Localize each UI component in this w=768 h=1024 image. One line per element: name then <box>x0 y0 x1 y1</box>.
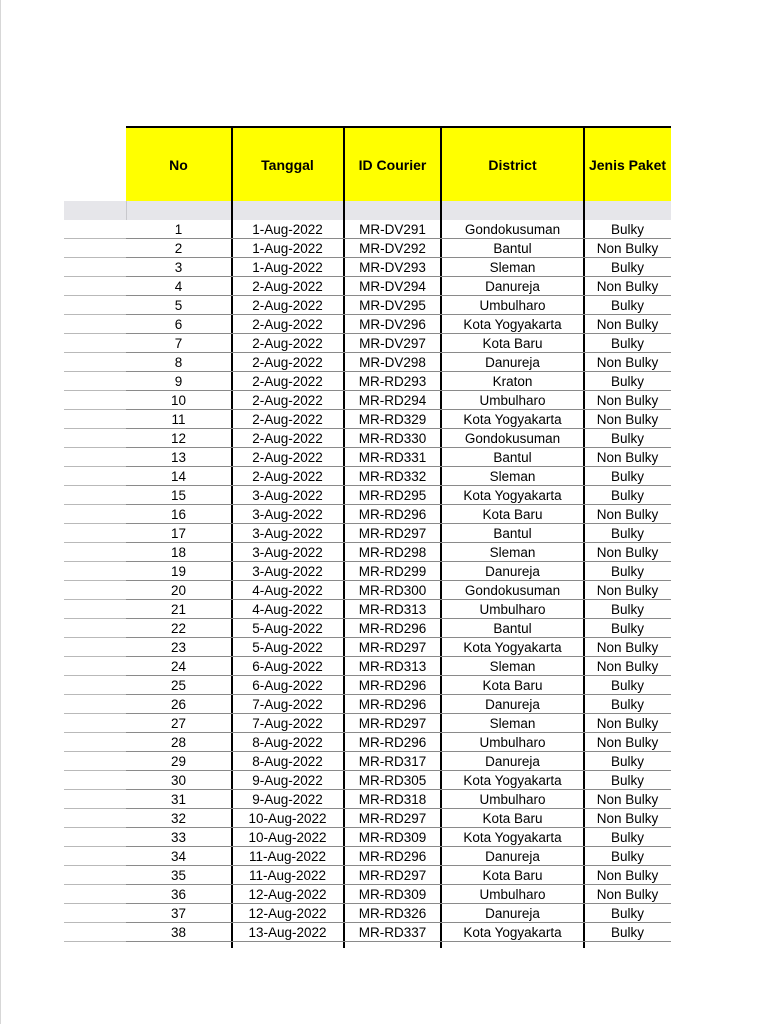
header-district: District <box>488 156 537 173</box>
row-no: 30 <box>170 773 187 788</box>
row-no: 33 <box>170 830 187 845</box>
row-district: Sleman <box>489 260 536 275</box>
row-no: 6 <box>174 317 183 332</box>
row-no: 25 <box>170 678 187 693</box>
row-jenis-paket: Non Bulky <box>596 640 659 655</box>
row-jenis-paket: Bulky <box>610 431 644 446</box>
table-row <box>126 885 671 904</box>
table-row <box>126 562 671 581</box>
table-row <box>126 581 671 600</box>
table-row <box>126 847 671 866</box>
row-gutter-line <box>64 808 126 809</box>
table-header <box>126 126 671 201</box>
row-id-courier: MR-RD313 <box>358 659 427 674</box>
row-no: 23 <box>170 640 187 655</box>
row-jenis-paket: Bulky <box>610 621 644 636</box>
row-tanggal: 7-Aug-2022 <box>252 716 323 731</box>
row-gutter-line <box>64 485 126 486</box>
row-district: Kota Yogyakarta <box>463 640 562 655</box>
table-row <box>126 695 671 714</box>
row-gutter-line <box>64 333 126 334</box>
row-gutter-line <box>64 314 126 315</box>
row-district: Danureja <box>485 697 540 712</box>
row-jenis-paket: Non Bulky <box>596 241 659 256</box>
row-no: 22 <box>170 621 187 636</box>
table-row <box>126 258 671 277</box>
row-district: Kota Yogyakarta <box>463 773 562 788</box>
row-district: Kota Yogyakarta <box>463 412 562 427</box>
row-tanggal: 8-Aug-2022 <box>252 754 323 769</box>
row-id-courier: MR-DV291 <box>359 222 426 237</box>
row-jenis-paket: Non Bulky <box>596 412 659 427</box>
row-jenis-paket: Non Bulky <box>596 317 659 332</box>
row-tanggal: 11-Aug-2022 <box>248 868 327 883</box>
table-row <box>126 334 671 353</box>
row-jenis-paket: Non Bulky <box>596 393 659 408</box>
table-row <box>126 277 671 296</box>
row-no: 2 <box>174 241 183 256</box>
row-no: 5 <box>174 298 183 313</box>
row-gutter-line <box>64 618 126 619</box>
row-jenis-paket: Bulky <box>610 773 644 788</box>
row-district: Sleman <box>489 545 536 560</box>
row-tanggal: 2-Aug-2022 <box>252 355 323 370</box>
row-gutter-line <box>64 694 126 695</box>
row-tanggal: 13-Aug-2022 <box>248 925 327 940</box>
row-tanggal: 2-Aug-2022 <box>252 374 323 389</box>
row-district: Kota Baru <box>482 336 543 351</box>
row-tanggal: 2-Aug-2022 <box>252 298 323 313</box>
row-id-courier: MR-RD337 <box>358 925 427 940</box>
row-id-courier: MR-DV296 <box>359 317 426 332</box>
row-id-courier: MR-RD294 <box>358 393 427 408</box>
row-gutter-line <box>64 352 126 353</box>
table-row <box>126 486 671 505</box>
row-gutter-line <box>64 846 126 847</box>
table-row <box>126 771 671 790</box>
row-jenis-paket: Bulky <box>610 849 644 864</box>
row-gutter-line <box>64 732 126 733</box>
row-district: Kota Baru <box>482 811 543 826</box>
row-gutter-line <box>64 675 126 676</box>
row-tanggal: 2-Aug-2022 <box>252 393 323 408</box>
row-id-courier: MR-RD299 <box>358 564 427 579</box>
table-row <box>126 657 671 676</box>
header-jenis-paket: Jenis Paket <box>588 156 667 173</box>
row-no: 9 <box>174 374 183 389</box>
row-jenis-paket: Bulky <box>610 488 644 503</box>
table-row <box>126 410 671 429</box>
row-jenis-paket: Non Bulky <box>596 583 659 598</box>
row-tanggal: 1-Aug-2022 <box>252 260 323 275</box>
row-tanggal: 1-Aug-2022 <box>252 222 323 237</box>
row-tanggal: 8-Aug-2022 <box>252 735 323 750</box>
table-row <box>126 923 671 942</box>
row-jenis-paket: Non Bulky <box>596 355 659 370</box>
table-row <box>126 372 671 391</box>
row-district: Danureja <box>485 754 540 769</box>
row-id-courier: MR-RD317 <box>358 754 427 769</box>
row-gutter-line <box>64 390 126 391</box>
row-id-courier: MR-RD296 <box>358 697 427 712</box>
row-no: 21 <box>170 602 187 617</box>
row-jenis-paket: Bulky <box>610 526 644 541</box>
header-tanggal: Tanggal <box>261 156 314 173</box>
row-district: Kota Yogyakarta <box>463 925 562 940</box>
row-id-courier: MR-RD297 <box>358 716 427 731</box>
table-row <box>126 733 671 752</box>
row-id-courier: MR-RD296 <box>358 678 427 693</box>
blank-gray-row <box>64 201 671 220</box>
table-row <box>126 315 671 334</box>
row-jenis-paket: Non Bulky <box>596 792 659 807</box>
row-tanggal: 10-Aug-2022 <box>248 830 327 845</box>
row-jenis-paket: Bulky <box>610 564 644 579</box>
row-district: Umbulharo <box>479 792 546 807</box>
table-row <box>126 676 671 695</box>
row-district: Kota Baru <box>482 868 543 883</box>
row-id-courier: MR-DV297 <box>359 336 426 351</box>
table-row <box>126 429 671 448</box>
row-gutter-line <box>64 276 126 277</box>
row-district: Sleman <box>489 659 536 674</box>
table-row <box>126 543 671 562</box>
row-jenis-paket: Non Bulky <box>596 279 659 294</box>
row-no: 35 <box>170 868 187 883</box>
row-no: 31 <box>170 792 187 807</box>
row-tanggal: 3-Aug-2022 <box>252 507 323 522</box>
row-jenis-paket: Bulky <box>610 925 644 940</box>
row-district: Gondokusuman <box>464 583 561 598</box>
row-district: Danureja <box>485 279 540 294</box>
row-district: Umbulharo <box>479 298 546 313</box>
table-row <box>126 220 671 239</box>
row-no: 20 <box>170 583 187 598</box>
row-id-courier: MR-DV295 <box>359 298 426 313</box>
row-tanggal: 3-Aug-2022 <box>252 545 323 560</box>
row-gutter-line <box>64 257 126 258</box>
row-district: Kota Yogyakarta <box>463 488 562 503</box>
row-tanggal: 4-Aug-2022 <box>252 602 323 617</box>
row-tanggal: 3-Aug-2022 <box>252 526 323 541</box>
row-jenis-paket: Non Bulky <box>596 735 659 750</box>
row-tanggal: 3-Aug-2022 <box>252 564 323 579</box>
row-district: Umbulharo <box>479 393 546 408</box>
row-district: Bantul <box>493 621 532 636</box>
table-row <box>126 752 671 771</box>
row-id-courier: MR-RD305 <box>358 773 427 788</box>
table-row <box>126 353 671 372</box>
row-id-courier: MR-RD331 <box>358 450 427 465</box>
row-id-courier: MR-RD296 <box>358 735 427 750</box>
row-tanggal: 12-Aug-2022 <box>248 906 327 921</box>
row-gutter-line <box>64 580 126 581</box>
row-jenis-paket: Bulky <box>610 222 644 237</box>
row-district: Kota Baru <box>482 678 543 693</box>
table-row <box>126 809 671 828</box>
row-gutter-line <box>64 542 126 543</box>
row-tanggal: 5-Aug-2022 <box>252 640 323 655</box>
row-no: 32 <box>170 811 187 826</box>
row-jenis-paket: Bulky <box>610 697 644 712</box>
row-gutter-line <box>64 865 126 866</box>
row-tanggal: 6-Aug-2022 <box>252 678 323 693</box>
row-tanggal: 11-Aug-2022 <box>248 849 327 864</box>
row-no: 8 <box>174 355 183 370</box>
row-tanggal: 2-Aug-2022 <box>252 450 323 465</box>
row-gutter-line <box>64 751 126 752</box>
row-gutter-line <box>64 371 126 372</box>
row-tanggal: 2-Aug-2022 <box>252 412 323 427</box>
row-no: 19 <box>170 564 187 579</box>
row-district: Umbulharo <box>479 887 546 902</box>
row-district: Sleman <box>489 716 536 731</box>
row-district: Umbulharo <box>479 602 546 617</box>
row-no: 17 <box>170 526 187 541</box>
row-jenis-paket: Bulky <box>610 906 644 921</box>
row-district: Gondokusuman <box>464 222 561 237</box>
row-district: Sleman <box>489 469 536 484</box>
row-jenis-paket: Bulky <box>610 336 644 351</box>
row-district: Danureja <box>485 355 540 370</box>
table-row <box>126 524 671 543</box>
row-no: 38 <box>170 925 187 940</box>
row-gutter-line <box>64 523 126 524</box>
table-row <box>126 714 671 733</box>
row-no: 15 <box>170 488 187 503</box>
row-id-courier: MR-DV293 <box>359 260 426 275</box>
row-gutter-line <box>64 295 126 296</box>
table-body <box>126 220 671 948</box>
row-no: 12 <box>170 431 187 446</box>
row-jenis-paket: Non Bulky <box>596 450 659 465</box>
row-id-courier: MR-DV292 <box>359 241 426 256</box>
row-id-courier: MR-RD309 <box>358 887 427 902</box>
row-id-courier: MR-RD297 <box>358 640 427 655</box>
row-no: 26 <box>170 697 187 712</box>
row-id-courier: MR-RD326 <box>358 906 427 921</box>
row-tanggal: 2-Aug-2022 <box>252 336 323 351</box>
row-no: 10 <box>170 393 187 408</box>
row-no: 18 <box>170 545 187 560</box>
row-no: 14 <box>170 469 187 484</box>
row-tanggal: 5-Aug-2022 <box>252 621 323 636</box>
row-district: Kota Yogyakarta <box>463 317 562 332</box>
row-no: 37 <box>170 906 187 921</box>
row-tanggal: 2-Aug-2022 <box>252 279 323 294</box>
row-id-courier: MR-RD309 <box>358 830 427 845</box>
table-row <box>126 619 671 638</box>
table-row <box>126 790 671 809</box>
row-jenis-paket: Bulky <box>610 602 644 617</box>
row-no: 28 <box>170 735 187 750</box>
row-id-courier: MR-RD296 <box>358 507 427 522</box>
row-gutter-line <box>64 599 126 600</box>
row-id-courier: MR-RD296 <box>358 621 427 636</box>
row-no: 24 <box>170 659 187 674</box>
row-gutter-line <box>64 409 126 410</box>
row-jenis-paket: Bulky <box>610 260 644 275</box>
row-gutter-line <box>64 561 126 562</box>
row-tanggal: 2-Aug-2022 <box>252 317 323 332</box>
table-row <box>126 828 671 847</box>
row-id-courier: MR-RD313 <box>358 602 427 617</box>
row-no: 4 <box>174 279 183 294</box>
row-district: Danureja <box>485 849 540 864</box>
row-district: Bantul <box>493 526 532 541</box>
row-id-courier: MR-RD297 <box>358 868 427 883</box>
row-district: Umbulharo <box>479 735 546 750</box>
row-no: 1 <box>174 222 183 237</box>
row-id-courier: MR-RD297 <box>358 526 427 541</box>
row-district: Kota Baru <box>482 507 543 522</box>
row-district: Gondokusuman <box>464 431 561 446</box>
row-gutter-line <box>64 447 126 448</box>
gray-divider <box>126 201 127 220</box>
row-no: 34 <box>170 849 187 864</box>
row-tanggal: 1-Aug-2022 <box>252 241 323 256</box>
row-gutter-line <box>64 504 126 505</box>
row-district: Kota Yogyakarta <box>463 830 562 845</box>
row-jenis-paket: Non Bulky <box>596 887 659 902</box>
table-row <box>126 296 671 315</box>
row-tanggal: 3-Aug-2022 <box>252 488 323 503</box>
row-jenis-paket: Non Bulky <box>596 659 659 674</box>
table-row <box>126 467 671 486</box>
row-no: 7 <box>174 336 183 351</box>
row-jenis-paket: Bulky <box>610 469 644 484</box>
row-district: Kraton <box>492 374 533 389</box>
row-jenis-paket: Bulky <box>610 374 644 389</box>
row-no: 13 <box>170 450 187 465</box>
row-gutter-line <box>64 903 126 904</box>
row-gutter-line <box>64 656 126 657</box>
table-row <box>126 391 671 410</box>
row-id-courier: MR-RD297 <box>358 811 427 826</box>
page-edge <box>0 0 1 1024</box>
row-gutter-line <box>64 884 126 885</box>
row-tanggal: 9-Aug-2022 <box>252 773 323 788</box>
row-jenis-paket: Bulky <box>610 754 644 769</box>
row-gutter-line <box>64 466 126 467</box>
row-jenis-paket: Non Bulky <box>596 507 659 522</box>
table-row <box>126 600 671 619</box>
row-no: 11 <box>171 412 186 427</box>
row-district: Bantul <box>493 241 532 256</box>
row-id-courier: MR-DV294 <box>359 279 426 294</box>
row-gutter-line <box>64 770 126 771</box>
row-jenis-paket: Bulky <box>610 830 644 845</box>
row-tanggal: 12-Aug-2022 <box>248 887 327 902</box>
table-row <box>126 505 671 524</box>
row-no: 27 <box>170 716 187 731</box>
header-no: No <box>169 156 188 173</box>
row-district: Bantul <box>493 450 532 465</box>
row-jenis-paket: Non Bulky <box>596 716 659 731</box>
row-jenis-paket: Non Bulky <box>596 868 659 883</box>
row-gutter-line <box>64 713 126 714</box>
row-id-courier: MR-RD329 <box>358 412 427 427</box>
table-row <box>126 866 671 885</box>
table-row <box>126 239 671 258</box>
header-id-courier: ID Courier <box>358 156 427 173</box>
row-id-courier: MR-RD318 <box>358 792 427 807</box>
row-jenis-paket: Non Bulky <box>596 811 659 826</box>
row-id-courier: MR-RD330 <box>358 431 427 446</box>
row-gutter-line <box>64 789 126 790</box>
row-district: Danureja <box>485 564 540 579</box>
table-row <box>126 904 671 923</box>
row-tanggal: 2-Aug-2022 <box>252 469 323 484</box>
row-no: 16 <box>170 507 187 522</box>
row-id-courier: MR-RD293 <box>358 374 427 389</box>
row-id-courier: MR-RD300 <box>358 583 427 598</box>
row-tanggal: 7-Aug-2022 <box>252 697 323 712</box>
row-jenis-paket: Bulky <box>610 678 644 693</box>
row-id-courier: MR-RD295 <box>358 488 427 503</box>
row-jenis-paket: Bulky <box>610 298 644 313</box>
row-gutter-line <box>64 637 126 638</box>
row-gutter-line <box>64 941 126 942</box>
row-id-courier: MR-RD332 <box>358 469 427 484</box>
row-gutter-line <box>64 428 126 429</box>
row-tanggal: 10-Aug-2022 <box>248 811 327 826</box>
table-row <box>126 448 671 467</box>
row-district: Danureja <box>485 906 540 921</box>
row-no: 3 <box>174 260 183 275</box>
row-gutter-line <box>64 922 126 923</box>
row-id-courier: MR-RD298 <box>358 545 427 560</box>
row-id-courier: MR-DV298 <box>359 355 426 370</box>
row-no: 29 <box>170 754 187 769</box>
row-id-courier: MR-RD296 <box>358 849 427 864</box>
row-jenis-paket: Non Bulky <box>596 545 659 560</box>
row-tanggal: 9-Aug-2022 <box>252 792 323 807</box>
row-tanggal: 6-Aug-2022 <box>252 659 323 674</box>
row-tanggal: 2-Aug-2022 <box>252 431 323 446</box>
row-gutter-line <box>64 238 126 239</box>
table-row <box>126 638 671 657</box>
row-no: 36 <box>170 887 187 902</box>
row-tanggal: 4-Aug-2022 <box>252 583 323 598</box>
row-gutter-line <box>64 827 126 828</box>
